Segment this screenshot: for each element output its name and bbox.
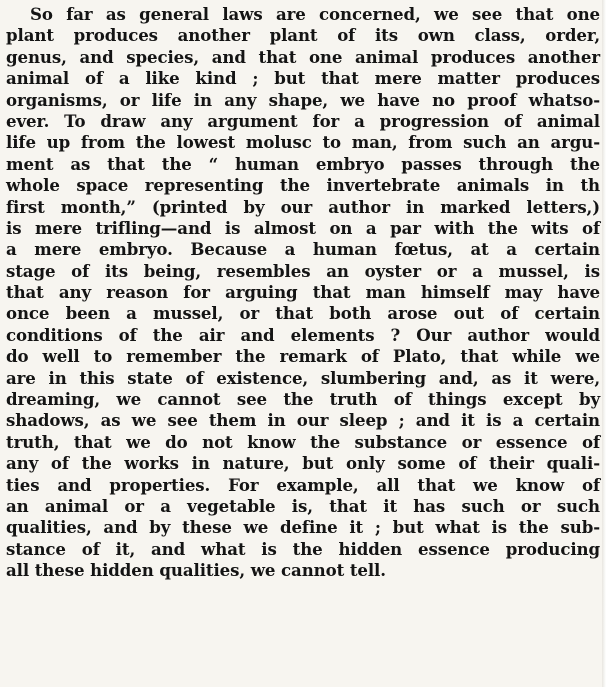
text-line-17: do well to remember the remark of Plato, that while we bbox=[6, 346, 600, 367]
text-line-25: qualities, and by these we define it ; but what is the sub- bbox=[6, 517, 600, 538]
text-line-4: animal of a like kind ; but that mere matter produces bbox=[6, 68, 600, 89]
text-line-14: that any reason for arguing that man himself may have bbox=[6, 282, 600, 303]
scan-edge bbox=[602, 0, 606, 687]
body-paragraph bbox=[6, 4, 600, 582]
text-line-8: ment as that the “ human embryo passes through the bbox=[6, 153, 600, 174]
text-line-11: is mere trifling—and is almost on a par with the wits of bbox=[6, 217, 600, 238]
text-line-1: So far as general laws are concerned, we see that one bbox=[30, 4, 600, 24]
text-line-3: genus, and species, and that one animal produces another bbox=[6, 46, 600, 67]
text-line-15: once been a mussel, or that both arose out of certain bbox=[6, 303, 600, 324]
text-line-24: an animal or a vegetable is, that it has such or such bbox=[6, 495, 600, 516]
text-line-22: any of the works in nature, but only some of their quali- bbox=[6, 453, 600, 474]
text-line-21: truth, that we do not know the substance or essence of bbox=[6, 431, 600, 452]
text-line-23: ties and properties. For example, all that we know of bbox=[6, 474, 600, 495]
text-line-16: conditions of the air and elements ? Our author would bbox=[6, 324, 600, 345]
text-line-20: shadows, as we see them in our sleep ; and it is a certain bbox=[6, 410, 600, 431]
text-line-12: a mere embryo. Because a human fœtus, at a certain bbox=[6, 239, 600, 260]
text-line-26: stance of it, and what is the hidden essence producing bbox=[6, 538, 600, 559]
text-line-2: plant produces another plant of its own class, order, bbox=[6, 25, 600, 46]
text-line-19: dreaming, we cannot see the truth of things except by bbox=[6, 389, 600, 410]
text-line-9: whole space representing the invertebrate animals in th bbox=[6, 175, 600, 196]
text-line-18: are in this state of existence, slumbering and, as it were, bbox=[6, 367, 600, 388]
text-line-7: life up from the lowest molusc to man, from such an argu- bbox=[6, 132, 600, 153]
text-line-5: organisms, or life in any shape, we have no proof whatso- bbox=[6, 89, 600, 110]
text-line-6: ever. To draw any argument for a progression of animal bbox=[6, 110, 600, 131]
text-line-10: first month,” (printed by our author in marked letters,) bbox=[6, 196, 600, 217]
text-line-13: stage of its being, resembles an oyster or a mussel, is bbox=[6, 260, 600, 281]
text-line-27: all these hidden qualities, we cannot tell. bbox=[6, 560, 386, 581]
